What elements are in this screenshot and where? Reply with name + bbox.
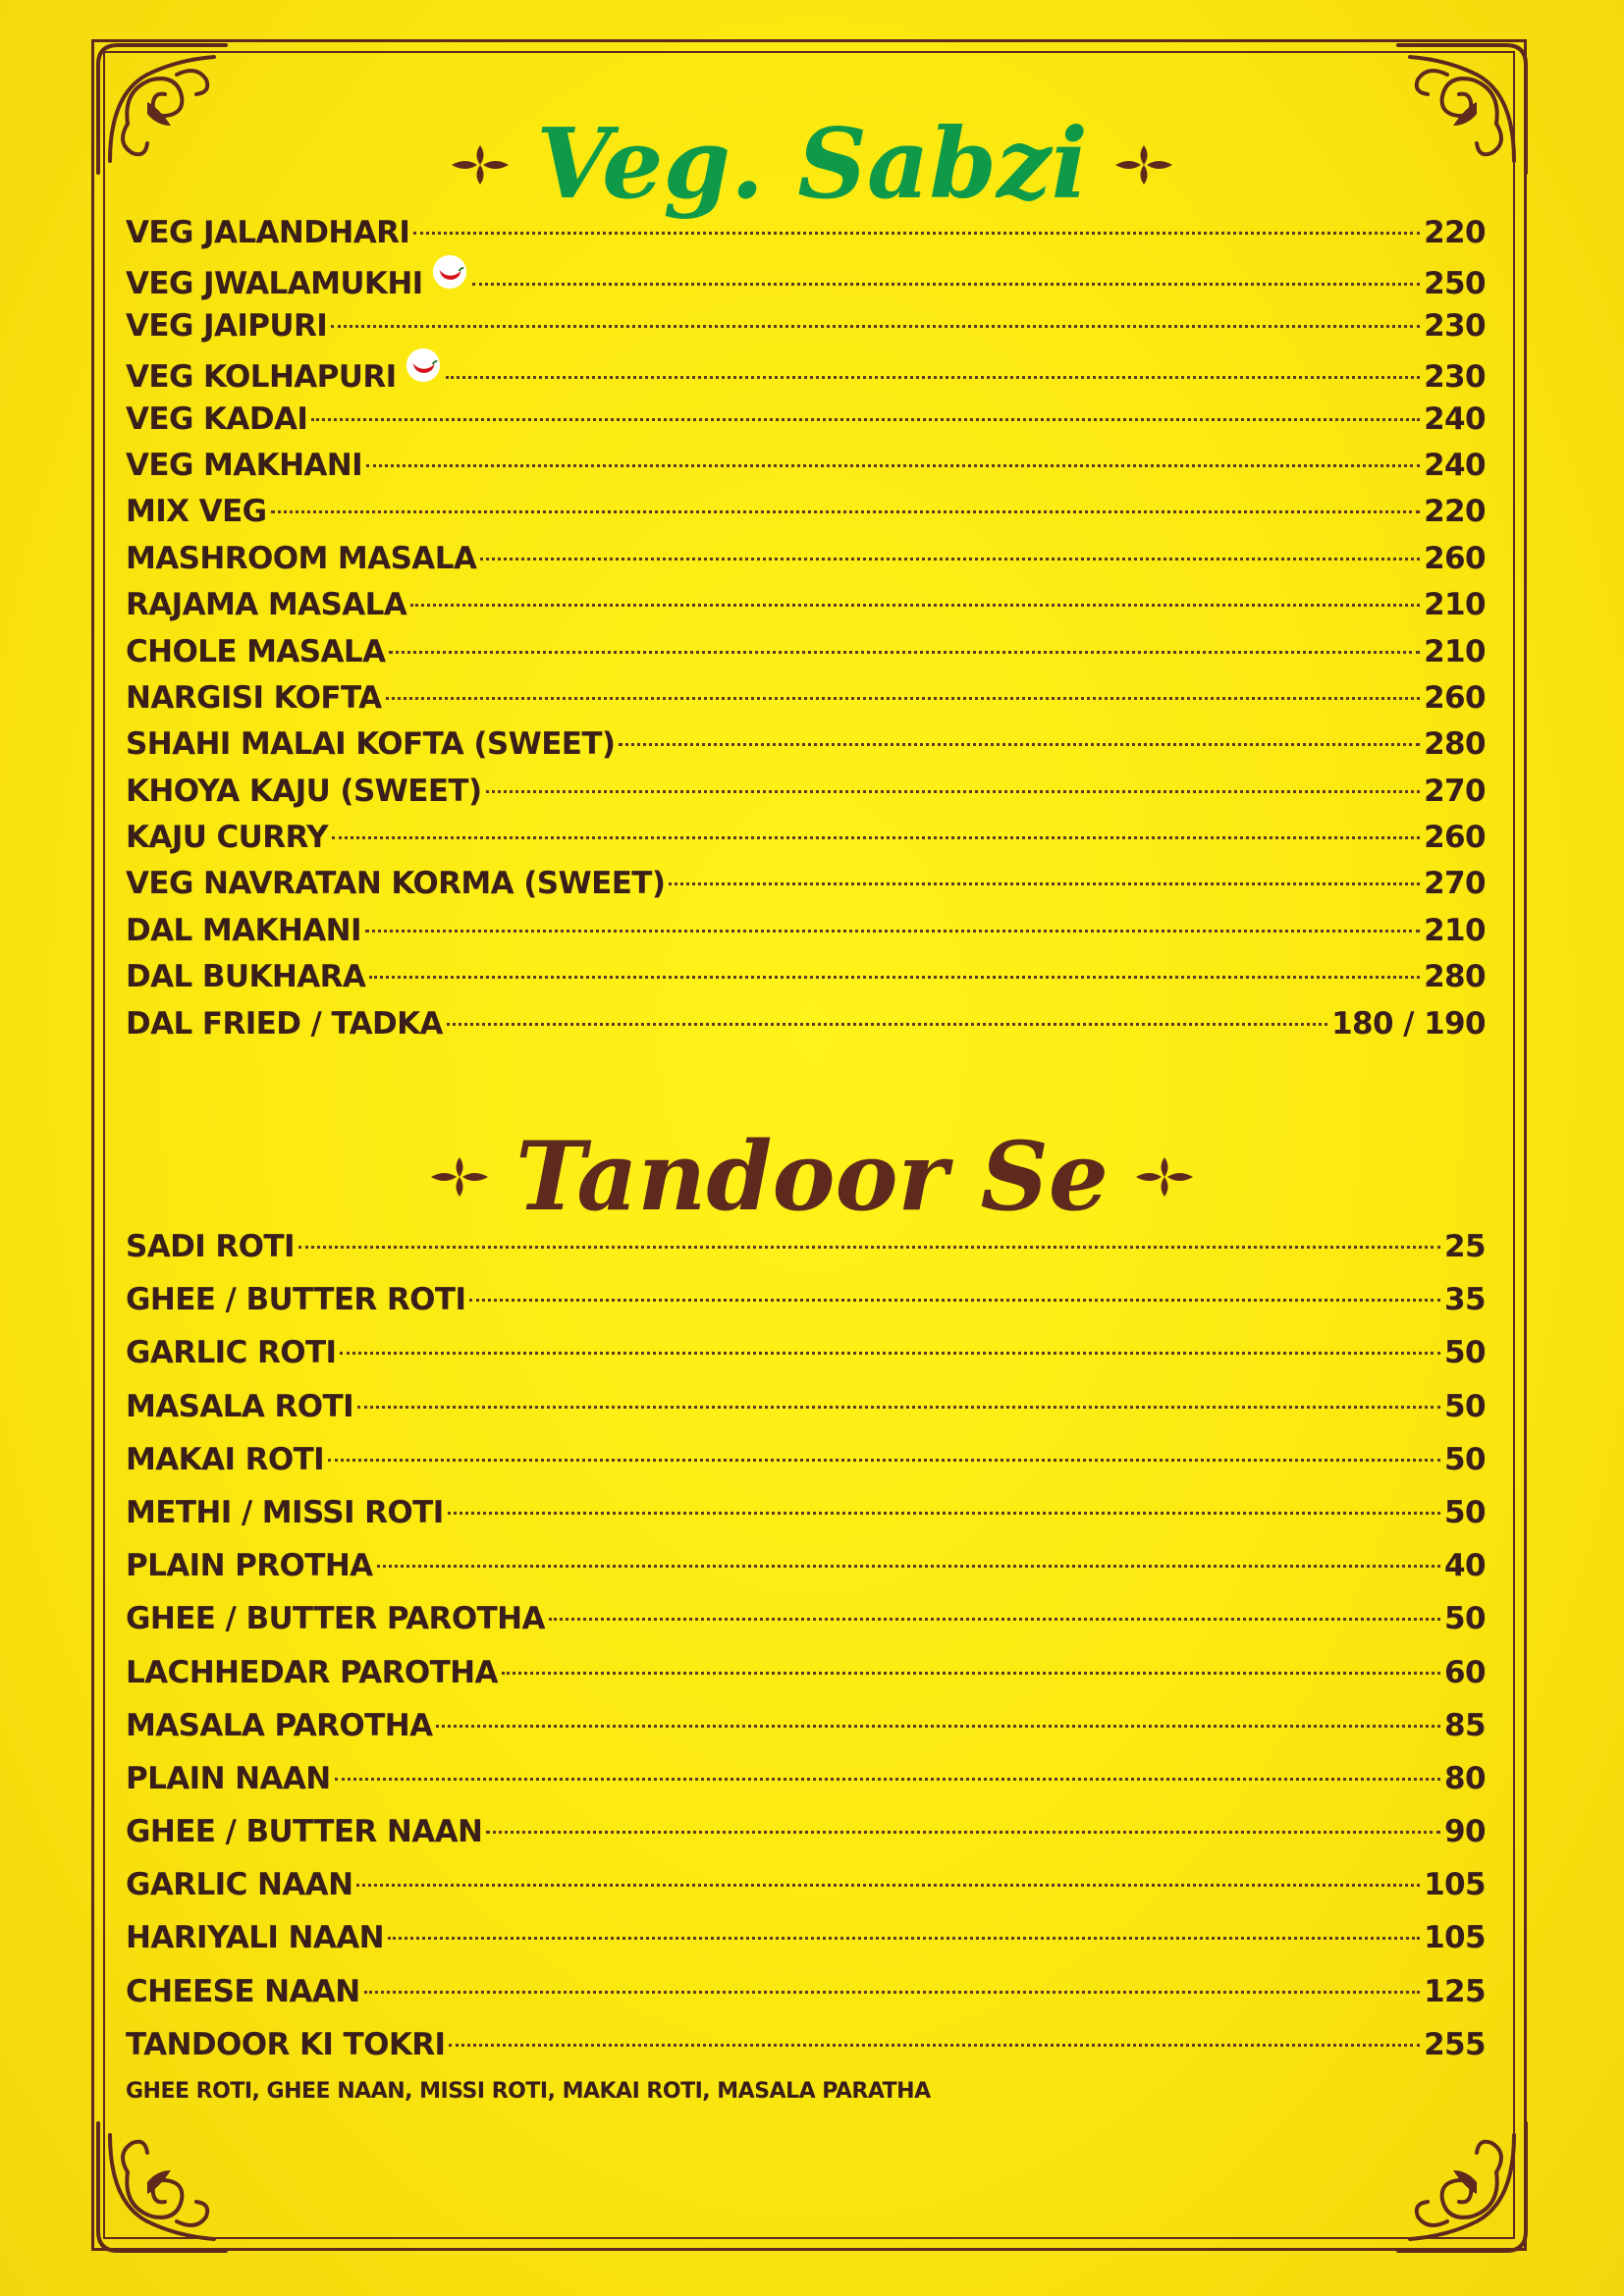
dot-leader	[311, 418, 1420, 421]
menu-item-price: 125	[1424, 1973, 1486, 2009]
menu-item-name: MASALA PAROTHA	[126, 1707, 433, 1743]
menu-item-name: MAKAI ROTI	[126, 1441, 325, 1477]
menu-item	[126, 675, 1486, 721]
menu-item	[126, 397, 1486, 443]
menu-item-price: 210	[1424, 912, 1486, 948]
menu-item	[126, 769, 1486, 815]
menu-item-price: 50	[1444, 1388, 1486, 1424]
menu-item-name: GARLIC ROTI	[126, 1335, 337, 1371]
dot-leader	[366, 464, 1420, 467]
menu-item-price: 220	[1424, 494, 1486, 530]
veg-sabzi-heading	[0, 106, 1624, 221]
menu-item-name: MIX VEG	[126, 494, 267, 530]
dot-leader	[298, 1246, 1440, 1249]
corner-ornament-icon	[88, 2113, 236, 2261]
dot-leader	[469, 1299, 1440, 1302]
menu-item	[126, 721, 1486, 768]
menu-item-name: GHEE / BUTTER PAROTHA	[126, 1601, 545, 1637]
menu-item	[126, 1273, 1486, 1326]
menu-item-price: 60	[1444, 1654, 1486, 1690]
menu-item	[126, 861, 1486, 907]
veg-sabzi-title: Veg. Sabzi	[536, 108, 1088, 221]
menu-item	[126, 536, 1486, 582]
menu-item-price: 280	[1424, 726, 1486, 763]
menu-item-name: GHEE / BUTTER ROTI	[126, 1282, 466, 1318]
corner-ornament-icon	[1388, 2113, 1536, 2261]
chili-spicy-icon	[405, 347, 442, 384]
menu-item-name: PLAIN NAAN	[126, 1760, 331, 1796]
menu-item	[126, 582, 1486, 628]
title-flourish-icon	[1113, 143, 1174, 187]
dot-leader	[369, 976, 1420, 979]
menu-item-price: 240	[1424, 447, 1486, 483]
menu-item	[126, 1592, 1486, 1645]
menu-item-price: 270	[1424, 773, 1486, 809]
dot-leader	[446, 376, 1421, 379]
menu-item-name: CHOLE MASALA	[126, 633, 386, 669]
menu-item-price: 50	[1444, 1335, 1486, 1371]
menu-item-name: PLAIN PROTHA	[126, 1548, 373, 1584]
menu-item-name: KAJU CURRY	[126, 820, 328, 856]
dot-leader	[364, 1991, 1420, 1994]
tandoor-ki-tokri-note: GHEE ROTI, GHEE NAAN, MISSI ROTI, MAKAI ROTI, MASALA PARATHA	[126, 2079, 931, 2104]
dot-leader	[549, 1618, 1440, 1621]
menu-item	[126, 1858, 1486, 1911]
menu-item-price: 260	[1424, 820, 1486, 856]
menu-item-price: 220	[1424, 215, 1486, 250]
menu-item-name: TANDOOR KI TOKRI	[126, 2026, 446, 2062]
menu-item-name: KHOYA KAJU (SWEET)	[126, 773, 482, 809]
menu-item-name: VEG JAIPURI	[126, 307, 328, 344]
menu-item-name: HARIYALI NAAN	[126, 1920, 384, 1956]
dot-leader	[413, 232, 1420, 235]
menu-item-name: VEG JALANDHARI	[126, 215, 410, 250]
dot-leader	[486, 790, 1421, 793]
dot-leader	[486, 1831, 1440, 1834]
menu-item-price: 80	[1444, 1760, 1486, 1796]
menu-item	[126, 349, 1486, 396]
dot-leader	[332, 836, 1420, 839]
menu-item-name: VEG NAVRATAN KORMA (SWEET)	[126, 866, 666, 902]
menu-item-price: 50	[1444, 1601, 1486, 1637]
menu-item-name: MASHROOM MASALA	[126, 540, 477, 576]
menu-item	[126, 256, 1486, 302]
menu-item-price: 40	[1444, 1548, 1486, 1584]
menu-item-price: 280	[1424, 959, 1486, 995]
dot-leader	[357, 1406, 1440, 1409]
dot-leader	[669, 882, 1420, 885]
dot-leader	[388, 1937, 1420, 1940]
menu-item-name: GHEE / BUTTER NAAN	[126, 1814, 483, 1850]
menu-item-name: DAL BUKHARA	[126, 959, 366, 995]
menu-item-price: 50	[1444, 1441, 1486, 1477]
dot-leader	[331, 325, 1420, 328]
menu-item-price: 85	[1444, 1707, 1486, 1743]
menu-item	[126, 1911, 1486, 1964]
dot-leader	[619, 743, 1420, 746]
menu-item-price: 105	[1424, 1867, 1486, 1903]
menu-item-price: 105	[1424, 1920, 1486, 1956]
dot-leader	[449, 2044, 1420, 2047]
menu-item-price: 255	[1424, 2026, 1486, 2062]
dot-leader	[410, 604, 1420, 607]
menu-item	[126, 629, 1486, 675]
menu-item-price: 210	[1424, 633, 1486, 669]
dot-leader	[386, 697, 1421, 700]
menu-item-price: 270	[1424, 866, 1486, 902]
menu-item-price: 210	[1424, 587, 1486, 623]
menu-item-name: RAJAMA MASALA	[126, 587, 407, 623]
menu-item	[126, 2018, 1486, 2071]
chili-spicy-icon	[431, 253, 468, 291]
menu-item	[126, 489, 1486, 535]
dot-leader	[480, 558, 1420, 561]
dot-leader	[448, 1512, 1440, 1515]
menu-item-price: 90	[1444, 1814, 1486, 1850]
title-flourish-icon	[1134, 1155, 1195, 1199]
menu-item-price: 35	[1444, 1282, 1486, 1318]
dot-leader	[271, 510, 1421, 513]
dot-leader	[335, 1778, 1440, 1781]
veg-sabzi-menu-list	[126, 210, 1486, 1047]
dot-leader	[447, 1023, 1327, 1026]
menu-item	[126, 815, 1486, 861]
dot-leader	[328, 1459, 1440, 1462]
menu-item-name: DAL FRIED / TADKA	[126, 1005, 443, 1041]
menu-item	[126, 1433, 1486, 1486]
dot-leader	[365, 930, 1420, 933]
menu-item	[126, 1646, 1486, 1699]
menu-item	[126, 210, 1486, 256]
dot-leader	[340, 1352, 1440, 1355]
menu-item-name: VEG JWALAMUKHI	[126, 266, 423, 302]
title-flourish-icon	[450, 143, 511, 187]
dot-leader	[502, 1672, 1440, 1675]
menu-item	[126, 443, 1486, 489]
menu-item-price: 50	[1444, 1494, 1486, 1530]
dot-leader	[356, 1884, 1420, 1887]
menu-item	[126, 954, 1486, 1000]
menu-item	[126, 1805, 1486, 1858]
menu-item	[126, 1699, 1486, 1752]
menu-item-name: VEG KADAI	[126, 400, 308, 437]
menu-item-name: SADI ROTI	[126, 1229, 295, 1264]
menu-item	[126, 908, 1486, 954]
menu-item	[126, 1220, 1486, 1273]
menu-item	[126, 1326, 1486, 1379]
menu-item	[126, 1965, 1486, 2018]
menu-item-name: MASALA ROTI	[126, 1388, 354, 1424]
menu-item-name: SHAHI MALAI KOFTA (SWEET)	[126, 726, 616, 763]
menu-item-price: 260	[1424, 540, 1486, 576]
dot-leader	[436, 1725, 1440, 1728]
menu-item-name: LACHHEDAR PAROTHA	[126, 1654, 498, 1690]
menu-item	[126, 1539, 1486, 1592]
menu-item-name: DAL MAKHANI	[126, 912, 361, 948]
menu-item-price: 180 / 190	[1331, 1005, 1486, 1041]
title-flourish-icon	[429, 1155, 490, 1199]
menu-item-name: CHEESE NAAN	[126, 1973, 360, 2009]
menu-item-name: METHI / MISSI ROTI	[126, 1494, 444, 1530]
dot-leader	[377, 1565, 1440, 1568]
menu-item	[126, 1380, 1486, 1433]
menu-item-name: VEG MAKHANI	[126, 447, 363, 483]
dot-leader	[472, 283, 1420, 286]
tandoor-se-heading	[0, 1119, 1624, 1232]
menu-item-name: NARGISI KOFTA	[126, 679, 382, 716]
dot-leader	[389, 651, 1420, 654]
menu-item	[126, 1486, 1486, 1539]
menu-item-price: 230	[1424, 307, 1486, 344]
menu-item-price: 260	[1424, 679, 1486, 716]
tandoor-se-title: Tandoor Se	[515, 1121, 1109, 1232]
menu-item-name: VEG KOLHAPURI	[126, 359, 397, 396]
menu-item-price: 240	[1424, 400, 1486, 437]
menu-item-price: 250	[1424, 266, 1486, 302]
menu-item	[126, 303, 1486, 349]
menu-item-price: 25	[1444, 1229, 1486, 1264]
menu-item-price: 230	[1424, 359, 1486, 396]
menu-item-name: GARLIC NAAN	[126, 1867, 353, 1903]
tandoor-se-menu-list	[126, 1220, 1486, 2071]
menu-item	[126, 1752, 1486, 1805]
menu-item	[126, 1001, 1486, 1047]
